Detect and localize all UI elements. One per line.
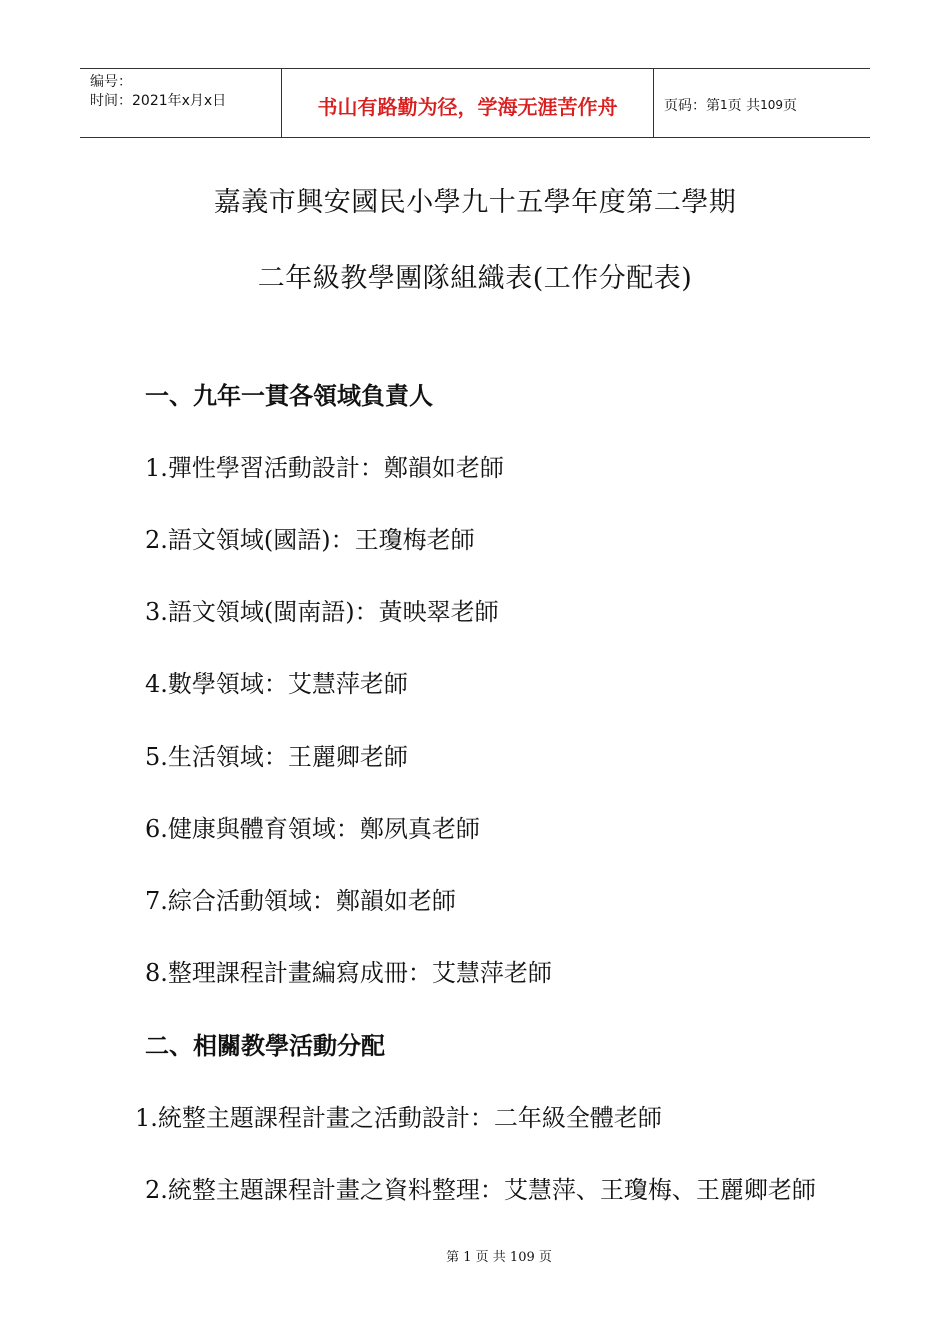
page-info-mid: 页 共: [727, 98, 761, 114]
list-item: 2.統整主題課程計畫之資料整理：艾慧萍、王瓊梅、王麗卿老師: [145, 1176, 816, 1204]
header-page-info: [654, 69, 870, 137]
document-title-line-1: 嘉義市興安國民小學九十五學年度第二學期: [213, 187, 737, 218]
list-item: 3.語文領域(閩南語)：黃映翠老師: [145, 598, 499, 626]
list-item: 4.數學領域：艾慧萍老師: [145, 670, 408, 698]
header-meta-cell: [80, 69, 282, 137]
page-current: 1: [720, 98, 728, 112]
list-item: 1.彈性學習活動設計：鄭韻如老師: [145, 454, 504, 482]
section-1-heading: 一、九年一貫各領域負責人: [145, 381, 433, 410]
page-info-prefix: 页码：第: [664, 98, 720, 114]
serial-label: 编号：: [90, 74, 132, 90]
page-header: [80, 68, 870, 138]
page-footer: 第 1 页 共 109 页: [446, 1250, 552, 1265]
document-title-line-2: 二年級教學團隊組織表(工作分配表): [257, 263, 693, 294]
list-item: 6.健康與體育領域：鄭夙真老師: [145, 815, 480, 843]
list-item: 1.統整主題課程計畫之活動設計：二年級全體老師: [135, 1104, 662, 1132]
section-2-heading: 二、相關教學活動分配: [145, 1031, 385, 1060]
list-item: 5.生活領域：王麗卿老師: [145, 743, 408, 771]
list-item: 8.整理課程計畫編寫成冊：艾慧萍老師: [145, 959, 552, 987]
date-label: 时间：2021年x月x日: [90, 93, 227, 109]
page-info-suffix: 页: [783, 98, 797, 114]
list-item: 2.語文領域(國語)：王瓊梅老師: [145, 526, 475, 554]
page-total: 109: [760, 98, 783, 112]
header-motto: 书山有路勤为径，学海无涯苦作舟: [282, 69, 654, 137]
list-item: 7.綜合活動領域：鄭韻如老師: [145, 887, 456, 915]
